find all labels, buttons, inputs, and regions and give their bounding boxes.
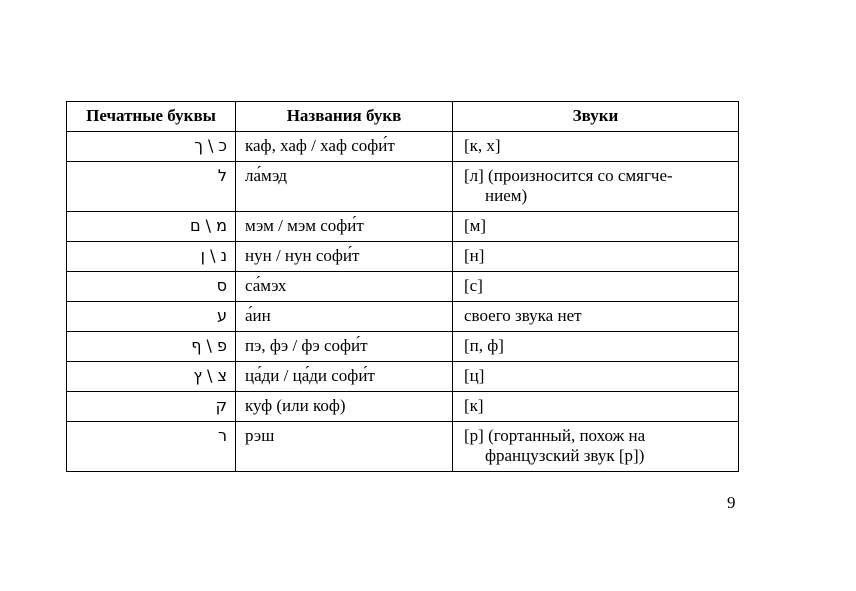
letters-cell: נ \ ן [67,242,236,272]
sound-cell [453,362,739,392]
sound-text: [к] [464,396,484,415]
letters-cell: ע [67,302,236,332]
sound-cell [453,242,739,272]
letters-cell: ל [67,162,236,212]
table-row [67,362,739,392]
table-row [67,392,739,422]
header-sounds: Звуки [453,102,739,132]
sound-cell [453,132,739,162]
letters-cell: פ \ ף [67,332,236,362]
page-number: 9 [727,493,736,512]
letters-cell: ר [67,422,236,472]
sound-cell [453,392,739,422]
sound-text-continued: французский звук [р]) [485,446,645,465]
sound-text: [ц] [464,366,485,385]
sound-cell [453,422,739,472]
name-cell: каф, хаф / хаф софи́т [236,132,453,162]
sound-text: [с] [464,276,483,295]
sound-cell [453,212,739,242]
name-cell: нун / нун софи́т [236,242,453,272]
sound-text: [л] (произносится со смягче- [464,166,673,185]
letters-cell: ס [67,272,236,302]
sound-cell [453,272,739,302]
sound-text: своего звука нет [464,306,582,325]
letters-cell: צ \ ץ [67,362,236,392]
name-cell: куф (или коф) [236,392,453,422]
table-header-row [67,102,739,132]
table-row [67,272,739,302]
table-row [67,132,739,162]
name-cell: а́ин [236,302,453,332]
table-row [67,422,739,472]
sound-cell [453,162,739,212]
name-cell: ла́мэд [236,162,453,212]
sound-text: [н] [464,246,485,265]
table-row [67,162,739,212]
header-letters: Печатные буквы [67,102,236,132]
letters-cell: מ \ ם [67,212,236,242]
sound-text: [м] [464,216,487,235]
name-cell: рэш [236,422,453,472]
sound-text-continued: нием) [485,186,528,205]
sound-text: [п, ф] [464,336,504,355]
table-row [67,302,739,332]
letters-cell: כ \ ך [67,132,236,162]
table-row [67,242,739,272]
sound-cell [453,302,739,332]
table-row [67,212,739,242]
sound-text: [к, х] [464,136,501,155]
table-row [67,332,739,362]
sound-text: [р] (гортанный, похож на [464,426,646,445]
name-cell: мэм / мэм софи́т [236,212,453,242]
sound-cell [453,332,739,362]
name-cell: ца́ди / ца́ди софи́т [236,362,453,392]
letters-cell: ק [67,392,236,422]
header-names: Названия букв [236,102,453,132]
hebrew-letters-table [66,101,739,472]
name-cell: са́мэх [236,272,453,302]
name-cell: пэ, фэ / фэ софи́т [236,332,453,362]
